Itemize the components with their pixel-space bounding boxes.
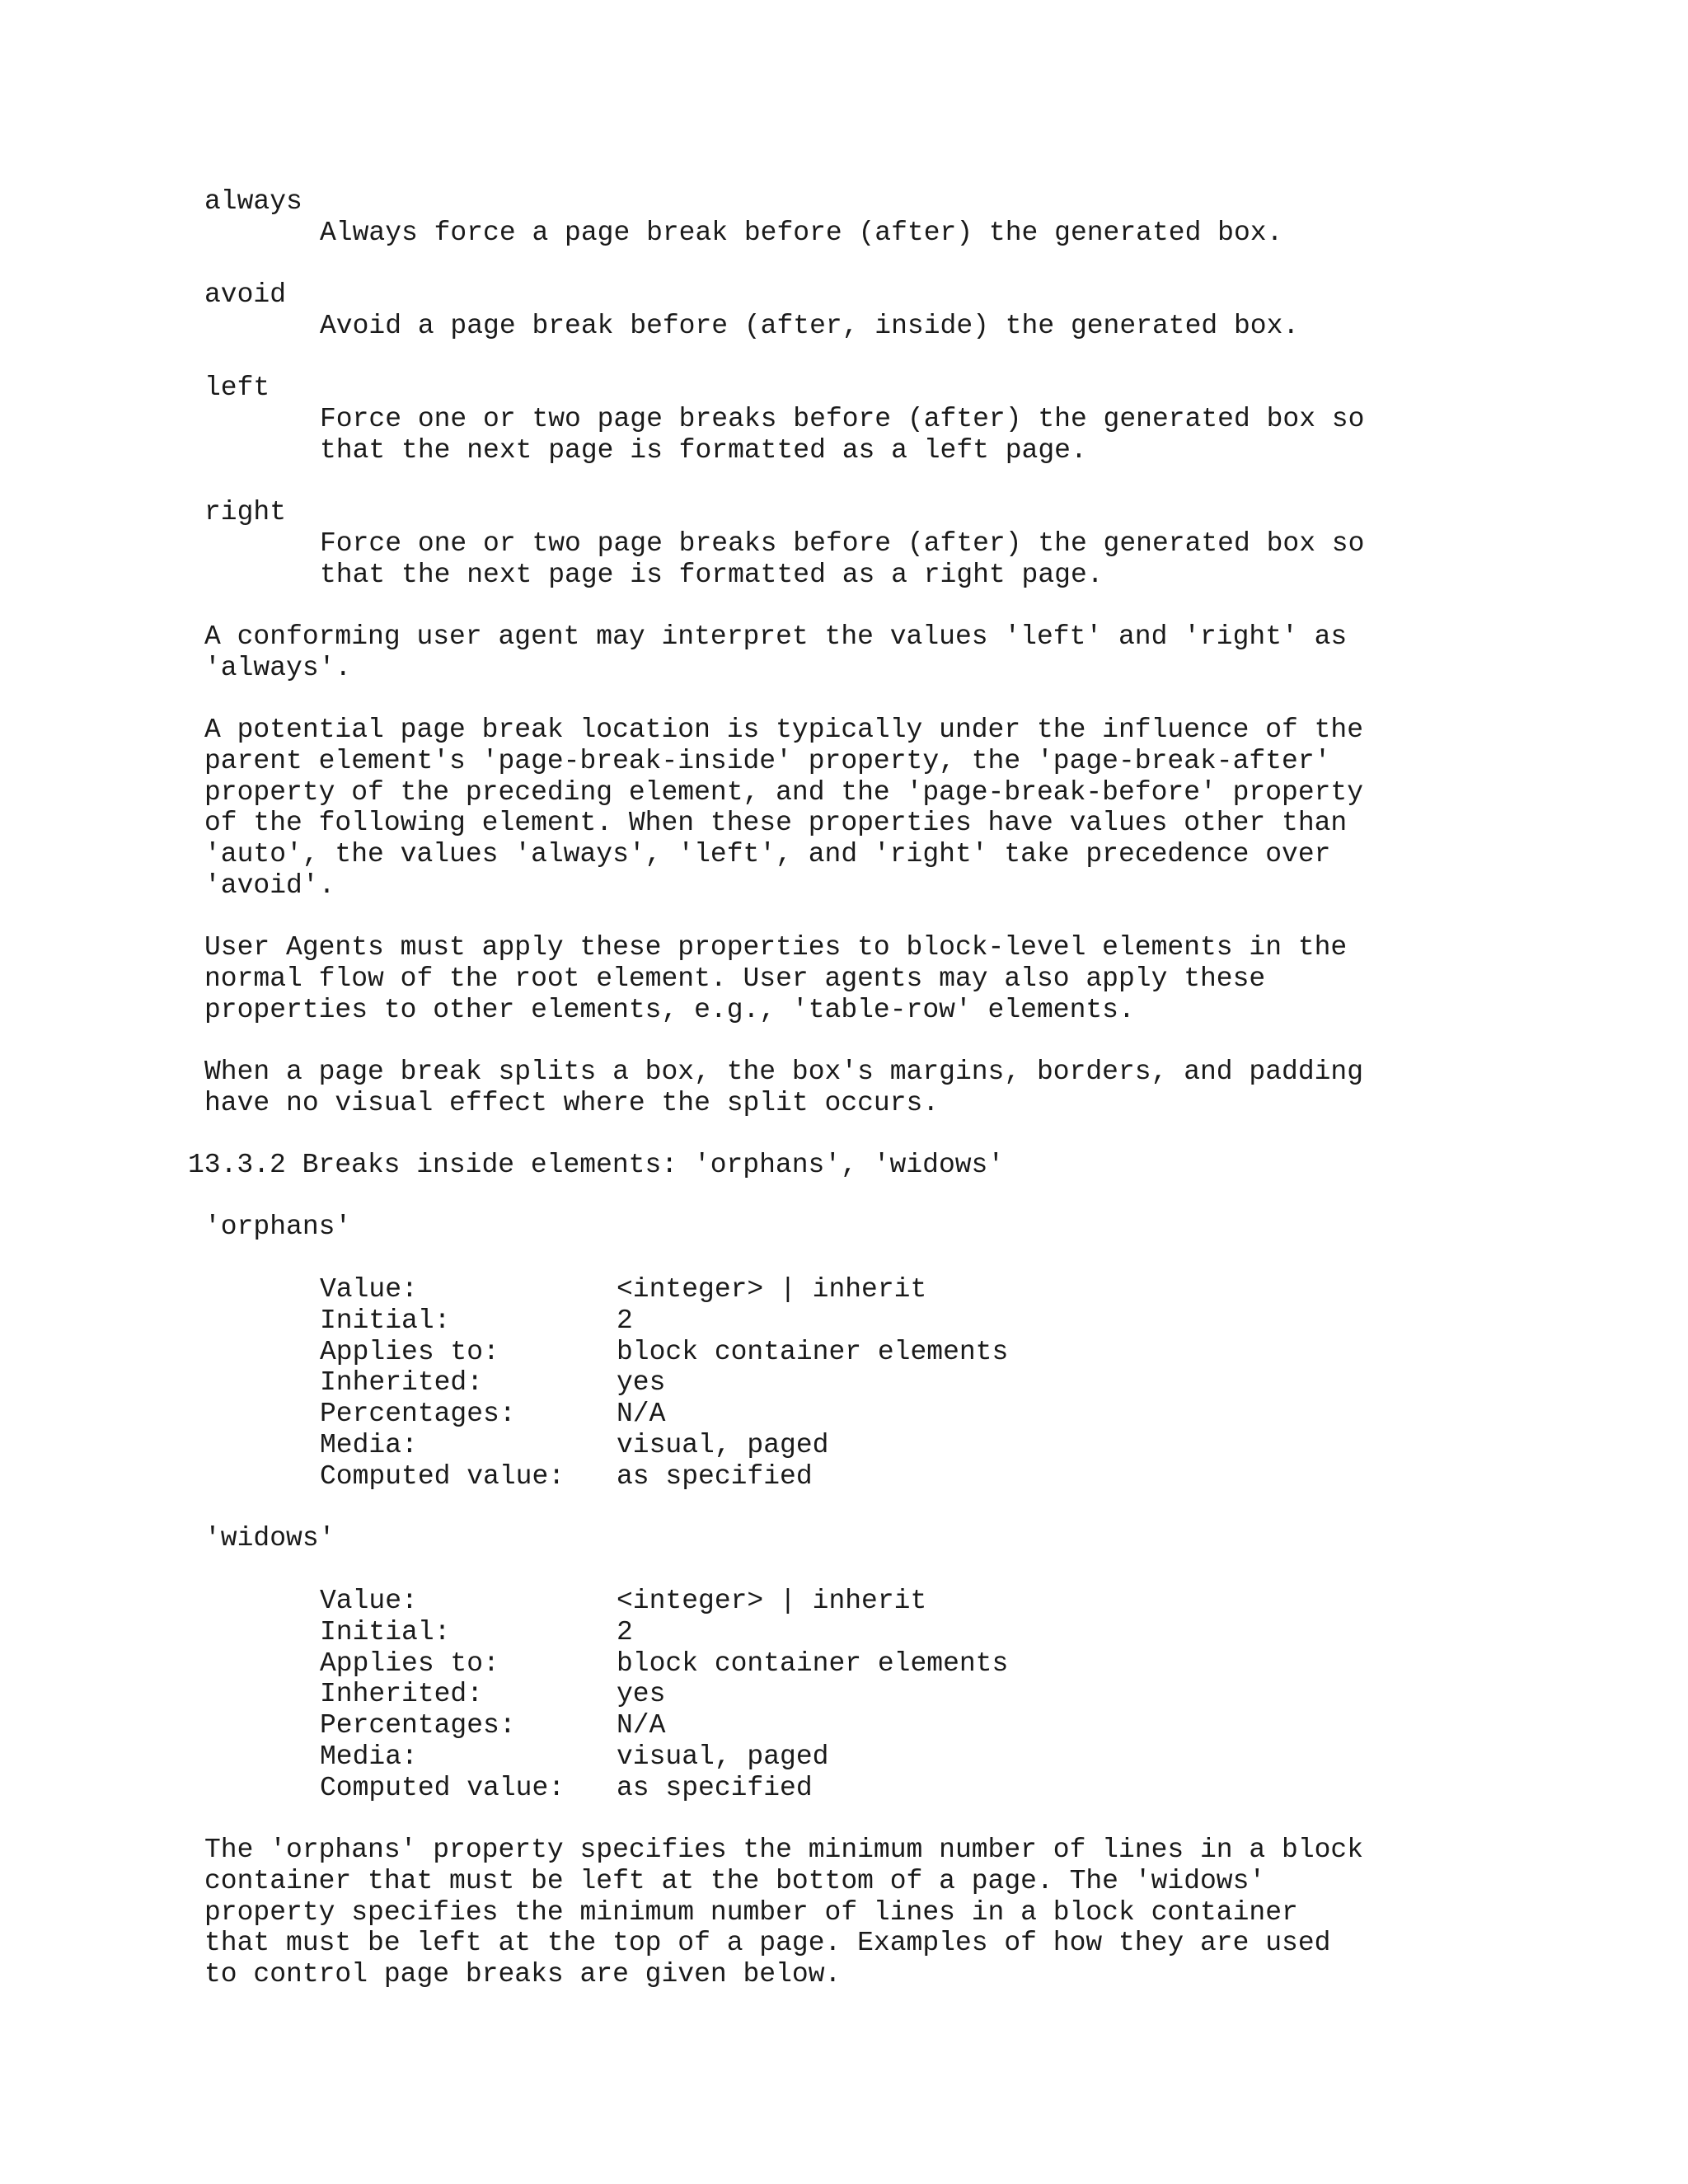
property-row	[0, 1430, 1566, 1461]
definition-desc-line: that the next page is formatted as a right page.	[320, 559, 1104, 590]
paragraph-line: properties to other elements, e.g., 'table-row' elements.	[204, 994, 1135, 1025]
definition-avoid	[0, 279, 1566, 342]
property-value: <integer> | inherit	[617, 1274, 927, 1305]
paragraph-line: 'always'.	[204, 652, 352, 683]
property-key: Computed value:	[320, 1772, 565, 1803]
paragraph-page-break-split	[0, 1057, 1566, 1119]
property-value: block container elements	[617, 1647, 1009, 1679]
property-value: N/A	[617, 1399, 666, 1430]
property-key: Value:	[320, 1586, 418, 1616]
property-key: Computed value:	[320, 1460, 565, 1492]
paragraph-line: property specifies the minimum number of lines in a block container	[204, 1896, 1298, 1928]
paragraph-user-agents	[0, 932, 1566, 1025]
property-row	[0, 1648, 1566, 1680]
definition-desc-line: that the next page is formatted as a left page.	[320, 434, 1087, 466]
property-orphans	[0, 1212, 1566, 1243]
paragraph-line: 'avoid'.	[204, 869, 335, 901]
property-row	[0, 1305, 1566, 1337]
section-heading-text: 13.3.2 Breaks inside elements: 'orphans', 'widows'	[188, 1150, 1005, 1180]
property-key: Applies to:	[320, 1647, 499, 1679]
paragraph-conforming	[0, 621, 1566, 684]
property-name: 'widows'	[204, 1523, 335, 1554]
property-row	[0, 1586, 1566, 1617]
definition-term: always	[204, 186, 302, 217]
property-row	[0, 1617, 1566, 1648]
property-key: Inherited:	[320, 1367, 484, 1399]
property-value: as specified	[617, 1772, 813, 1803]
property-key: Value:	[320, 1274, 418, 1305]
definition-desc-line: Force one or two page breaks before (after) the generated box so	[320, 527, 1365, 559]
property-row	[0, 1461, 1566, 1493]
property-value: visual, paged	[617, 1429, 829, 1460]
paragraph-line: normal flow of the root element. User agents may also apply these	[204, 963, 1266, 994]
paragraph-line: The 'orphans' property specifies the minimum number of lines in a block	[204, 1835, 1364, 1865]
property-widows	[0, 1523, 1566, 1554]
paragraph-line: A potential page break location is typically under the influence of the	[204, 715, 1364, 745]
property-row	[0, 1741, 1566, 1773]
property-key: Media:	[320, 1429, 418, 1460]
property-row	[0, 1679, 1566, 1710]
definition-always	[0, 186, 1566, 249]
definition-desc-line: Always force a page break before (after) the generated box.	[320, 217, 1283, 248]
property-table-widows	[0, 1586, 1566, 1804]
property-table-orphans	[0, 1274, 1566, 1493]
property-key: Percentages:	[320, 1399, 516, 1430]
property-row	[0, 1773, 1566, 1804]
property-key: Applies to:	[320, 1336, 499, 1367]
paragraph-orphans-widows	[0, 1835, 1566, 1990]
property-value: yes	[617, 1679, 666, 1710]
paragraph-line: property of the preceding element, and the 'page-break-before' property	[204, 776, 1364, 808]
property-row	[0, 1399, 1566, 1430]
property-name: 'orphans'	[204, 1212, 352, 1242]
paragraph-line: parent element's 'page-break-inside' property, the 'page-break-after'	[204, 745, 1331, 776]
property-value: visual, paged	[617, 1741, 829, 1772]
paragraph-line: of the following element. When these properties have values other than	[204, 808, 1348, 839]
property-value: 2	[617, 1616, 633, 1647]
definition-desc-line: Avoid a page break before (after, inside) the generated box.	[320, 310, 1300, 341]
property-key: Inherited:	[320, 1679, 484, 1710]
definition-right	[0, 497, 1566, 590]
property-value: block container elements	[617, 1336, 1009, 1367]
section-heading	[0, 1150, 1566, 1181]
property-key: Percentages:	[320, 1710, 516, 1741]
paragraph-line: User Agents must apply these properties to block-level elements in the	[204, 932, 1348, 963]
paragraph-line: container that must be left at the bottom of a page. The 'widows'	[204, 1865, 1266, 1896]
property-value: as specified	[617, 1460, 813, 1492]
paragraph-line: When a page break splits a box, the box's margins, borders, and padding	[204, 1057, 1364, 1087]
property-value: <integer> | inherit	[617, 1586, 927, 1616]
property-key: Media:	[320, 1741, 418, 1772]
property-value: yes	[617, 1367, 666, 1399]
property-row	[0, 1367, 1566, 1399]
definition-term: avoid	[204, 279, 287, 310]
paragraph-line: A conforming user agent may interpret the values 'left' and 'right' as	[204, 621, 1348, 652]
definition-term: left	[204, 373, 270, 403]
property-row	[0, 1337, 1566, 1368]
definition-left	[0, 373, 1566, 466]
paragraph-potential-break	[0, 715, 1566, 902]
paragraph-line: have no visual effect where the split occurs.	[204, 1087, 940, 1118]
property-row	[0, 1274, 1566, 1305]
definition-term: right	[204, 497, 287, 527]
property-key: Initial:	[320, 1305, 451, 1336]
property-key: Initial:	[320, 1616, 451, 1647]
property-value: N/A	[617, 1710, 666, 1741]
property-value: 2	[617, 1305, 633, 1336]
definition-desc-line: Force one or two page breaks before (after) the generated box so	[320, 403, 1365, 434]
paragraph-line: to control page breaks are given below.	[204, 1959, 842, 1990]
paragraph-line: that must be left at the top of a page. Examples of how they are used	[204, 1928, 1331, 1959]
property-row	[0, 1710, 1566, 1741]
paragraph-line: 'auto', the values 'always', 'left', and 'right' take precedence over	[204, 839, 1331, 870]
